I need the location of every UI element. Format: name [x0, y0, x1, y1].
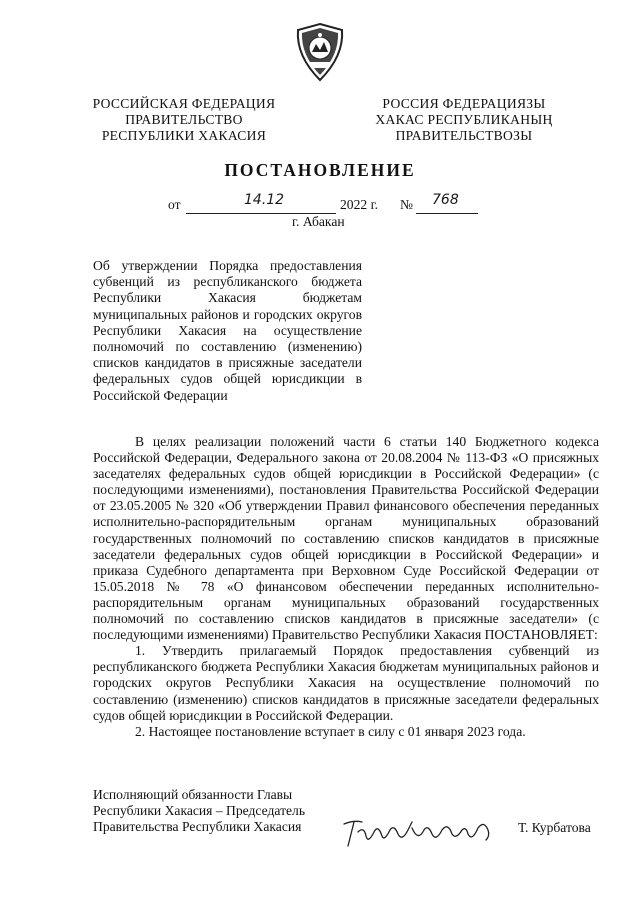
header-left [86, 96, 282, 144]
header-right-line: РОССИЯ ФЕДЕРАЦИЯЗЫ [382, 96, 546, 111]
signatory-line: Правительства Республики Хакасия [93, 819, 302, 835]
date-handwritten: 14.12 [244, 192, 285, 208]
handwritten-signature [338, 806, 498, 854]
preamble-paragraph: В целях реализации положений части 6 статьи 140 Бюджетного кодекса Российской Федерации, Федерального закона от 20.08.2004 № 113-ФЗ «О присяжных заседателях федеральных судов общей юрисдикции в Российской Федерации» (с последующими изменениями), постановления Правительства Российской Федерации от 23.05.2005 № 320 «Об утверждении Правил финансового обеспечения переданных исполнительно-распорядительным органам муниципальных образований государственных полномочий по составлению списков кандидатов в присяжные заседатели федеральных судов общей юрисдикции в Российской Федерации» и приказа Судебного департамента при Верховном Суде Российской Федерации от 15.05.2018 № 78 «О финансовом обеспечении переданных исполнительно-распорядительным органам муниципальных образований государственных полномочий по составлению списков кандидатов в присяжные заседатели» (с последующими изменениями) Правительство Республики Хакасия ПОСТАНОВЛЯЕТ: [93, 434, 599, 643]
date-prefix: от [168, 197, 181, 212]
number-prefix: № [400, 197, 413, 212]
signatory-title [93, 787, 305, 836]
document-title: ПОСТАНОВЛЕНИЕ [224, 160, 416, 180]
signatory-line: Республики Хакасия – Председатель [93, 803, 306, 819]
coat-of-arms-emblem [294, 22, 346, 82]
document-subject: Об утверждении Порядка предоставления субвенций из республиканского бюджета Республики Хакасия бюджетам муниципальных районов и городских округов Республики Хакасия на осуществление полномочий по составлению (изменению) списков кандидатов в присяжные заседатели федеральных судов общей юрисдикции в Российской Федерации [93, 258, 362, 403]
city: г. Абакан [292, 214, 345, 229]
signatory-line: Исполняющий обязанности Главы [93, 787, 293, 802]
header-left-line: РЕСПУБЛИКИ ХАКАСИЯ [101, 128, 267, 143]
header-right [364, 96, 564, 144]
year: 2022 г. [340, 197, 379, 212]
header-right-line: ХАКАС РЕСПУБЛИКАНЫҢ [375, 112, 553, 127]
item-2-paragraph: 2. Настоящее постановление вступает в силу с 01 января 2023 года. [135, 723, 526, 739]
number-handwritten: 768 [432, 192, 459, 208]
signatory-name: Т. Курбатова [518, 820, 591, 835]
header-left-line: РОССИЙСКАЯ ФЕДЕРАЦИЯ [92, 96, 276, 111]
header-right-line: ПРАВИТЕЛЬСТВОЗЫ [395, 128, 533, 143]
item-1-paragraph: 1. Утвердить прилагаемый Порядок предоставления субвенций из республиканского бюджета Республики Хакасия бюджетам муниципальных районов и городских округов Республики Хакасия на осуществление полномочий по составлению (изменению) списков кандидатов в присяжные заседатели федеральных судов общей юрисдикции в Российской Федерации. [93, 643, 599, 723]
header-left-line: ПРАВИТЕЛЬСТВО [125, 112, 243, 127]
document-body [93, 434, 599, 740]
